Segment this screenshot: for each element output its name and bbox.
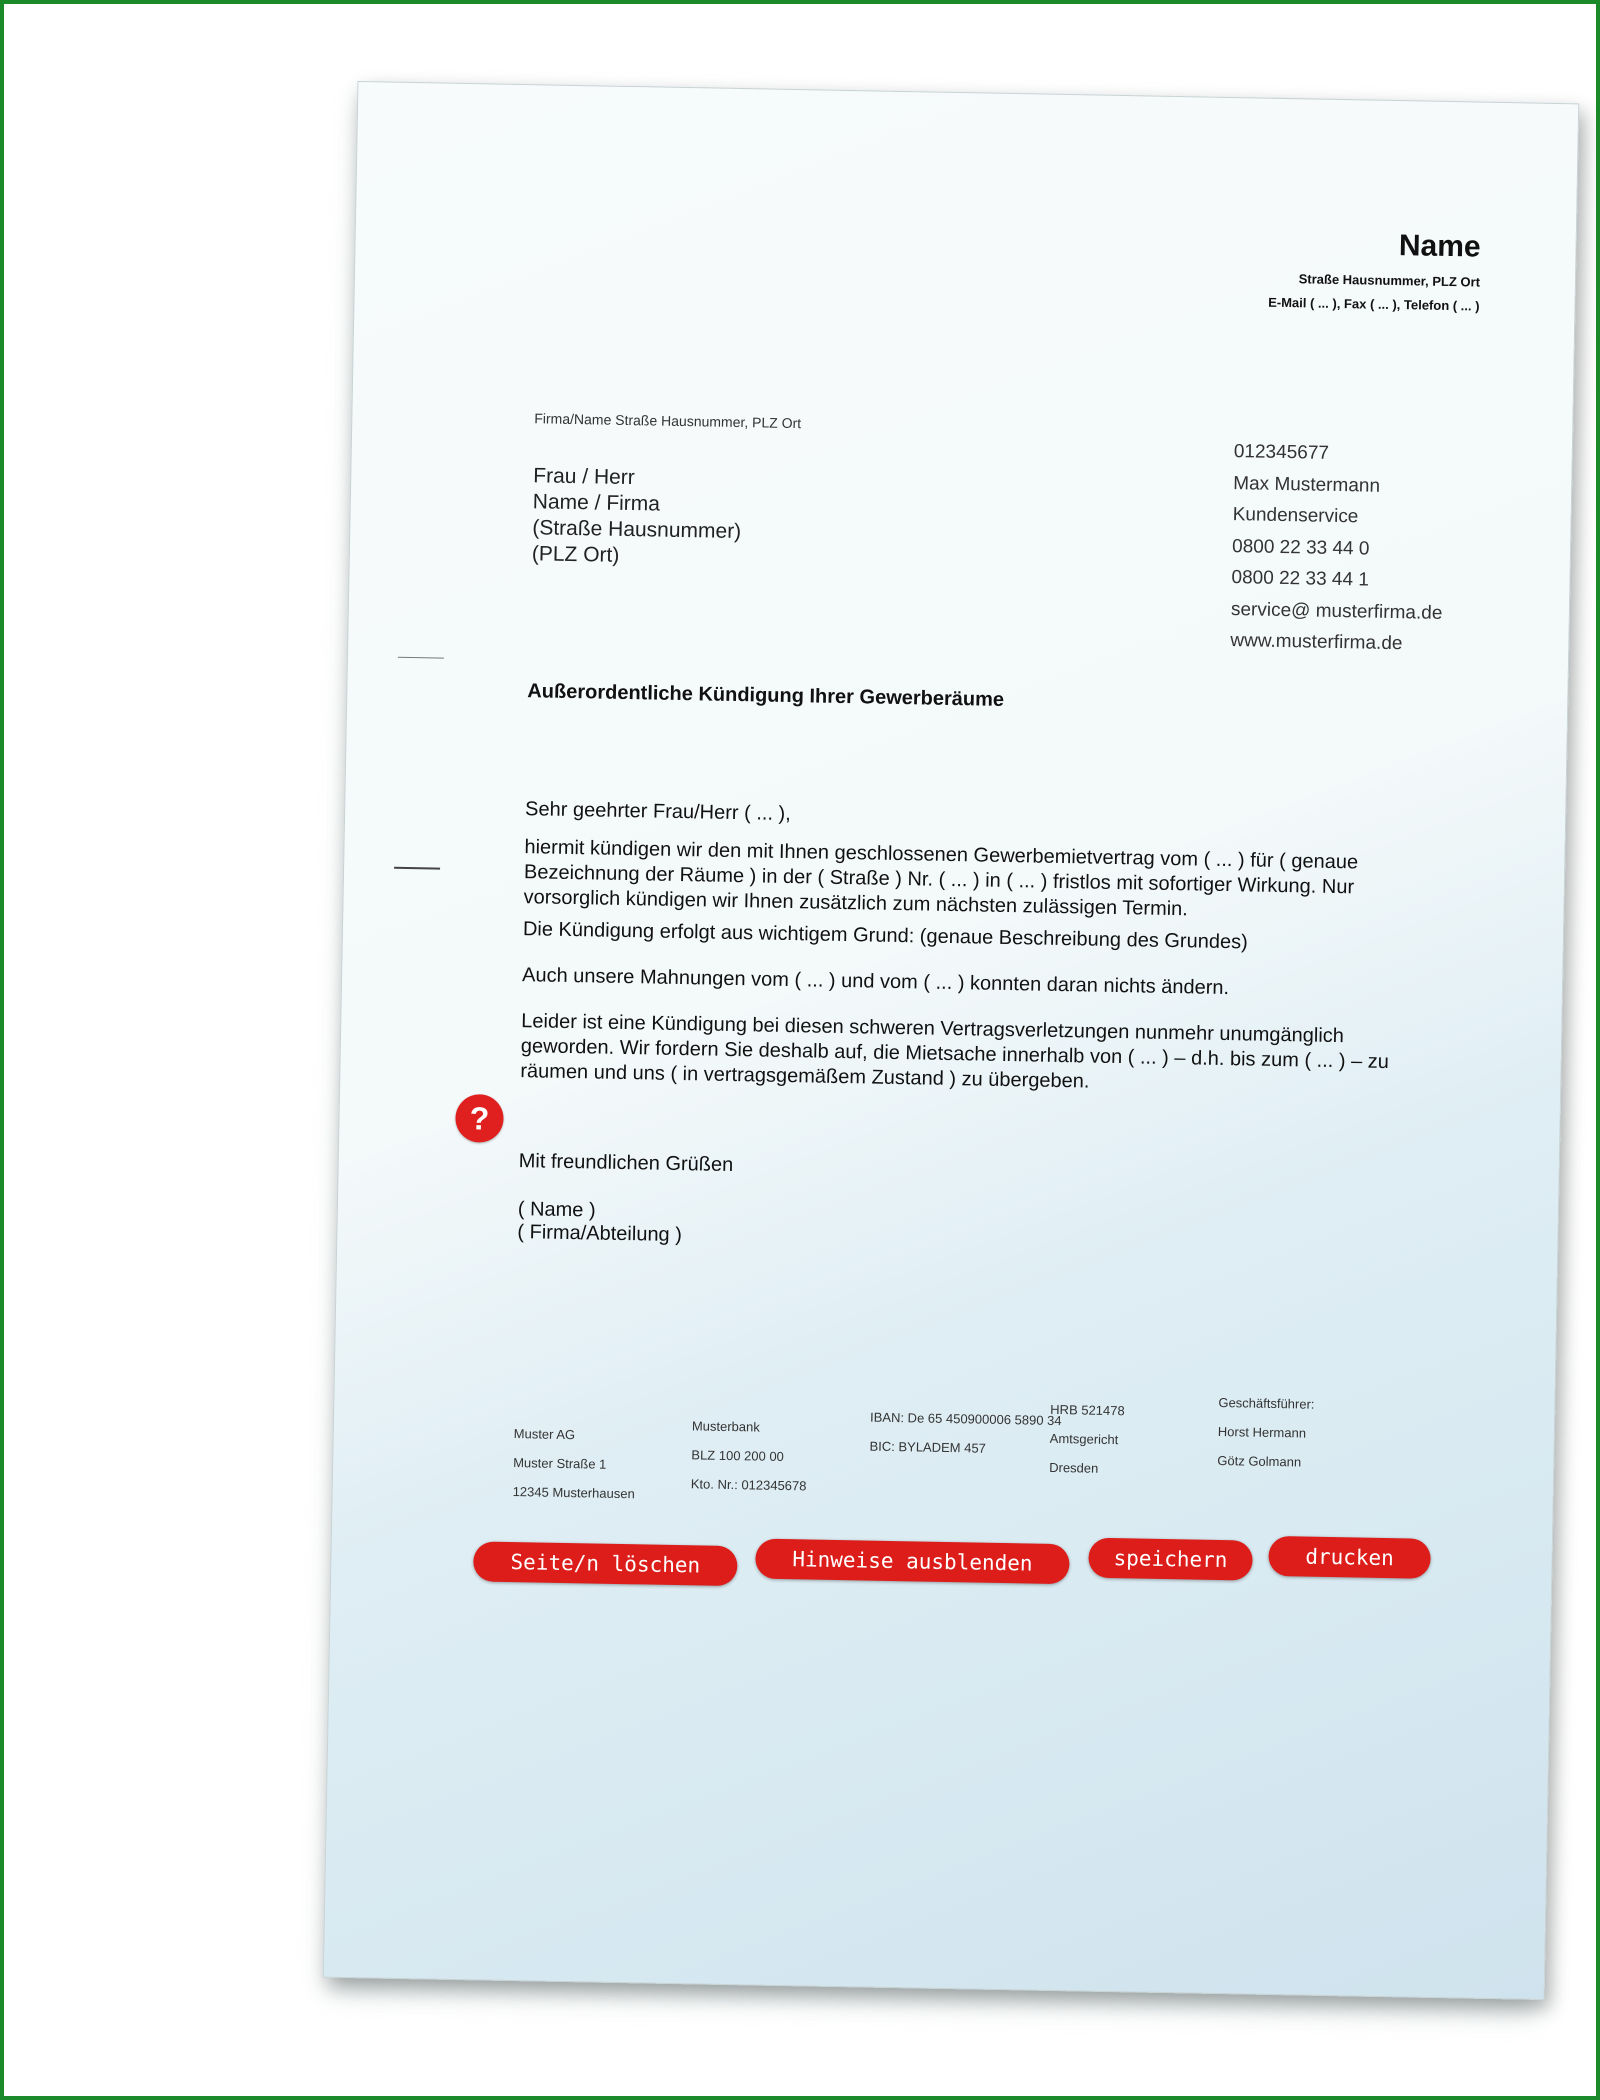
signature-name: ( Name ) — [517, 1198, 596, 1222]
body-paragraph: hiermit kündigen wir den mit Ihnen geschlossenen Gewerbemietvertrag vom ( ... ) für ( genaue Bezeichnung der Räume ) in der ( Straße ) Nr. ( ... ) in ( ... ) fristlos mit sofortiger Wirkung. Nur vorsorglich kündigen wir Ihnen zusätzlich zum nächsten zulässigen Termin. — [523, 836, 1359, 921]
footer-company — [512, 1419, 636, 1508]
footer-line: Horst Hermann — [1217, 1423, 1307, 1441]
delete-pages-button[interactable]: Seite/n löschen — [473, 1541, 738, 1586]
contact-line: 0800 22 33 44 0 — [1231, 535, 1370, 560]
footer-iban — [869, 1403, 1062, 1465]
footer-line: Musterbank — [691, 1418, 760, 1435]
recipient-line: Name / Firma — [532, 490, 661, 516]
salutation: Sehr geehrter Frau/Herr ( ... ), — [524, 798, 791, 826]
closing: Mit freundlichen Grüßen — [518, 1150, 734, 1177]
footer-line: BLZ 100 200 00 — [691, 1447, 785, 1465]
footer-line: Muster AG — [513, 1426, 576, 1443]
contact-block — [1230, 436, 1445, 660]
sender-contact: E-Mail ( ... ), Fax ( ... ), Telefon ( ... ) — [1268, 294, 1480, 314]
contact-line: 0800 22 33 44 1 — [1231, 567, 1370, 591]
footer-line: Dresden — [1049, 1459, 1099, 1476]
recipient-line: Frau / Herr — [533, 464, 635, 490]
fold-mark — [398, 657, 444, 659]
sender-address: Straße Hausnummer, PLZ Ort — [1298, 271, 1481, 290]
signature-department: ( Firma/Abteilung ) — [517, 1221, 683, 1247]
save-button[interactable]: speichern — [1088, 1538, 1253, 1581]
footer-register — [1049, 1395, 1125, 1483]
footer-line: HRB 521478 — [1050, 1401, 1125, 1419]
return-address: Firma/Name Straße Hausnummer, PLZ Ort — [534, 410, 802, 432]
footer-line: Kto. Nr.: 012345678 — [690, 1476, 807, 1494]
footer-line: Götz Golmann — [1217, 1452, 1302, 1470]
footer-line: 12345 Musterhausen — [512, 1484, 635, 1502]
document-page — [323, 81, 1580, 2000]
recipient-line: (Straße Hausnummer) — [532, 516, 742, 544]
body-paragraph: Auch unsere Mahnungen vom ( ... ) und vom ( ... ) konnten daran nichts ändern. — [521, 964, 1230, 1000]
body-paragraph: Leider ist eine Kündigung bei diesen schweren Vertragsverletzungen nunmehr unumgänglich geworden. Wir fordern Sie deshalb auf, die Mietsache innerhalb von ( ... ) – d.h. bis zum ( ... ) – zu räumen und uns ( in vertragsgemäßem Zustand ) zu übergeben. — [520, 1010, 1390, 1093]
footer-line: Muster Straße 1 — [513, 1455, 607, 1472]
print-button[interactable]: drucken — [1268, 1536, 1431, 1579]
question-mark-icon[interactable]: ? — [455, 1094, 504, 1143]
footer-line: Amtsgericht — [1049, 1430, 1119, 1448]
hide-hints-button[interactable]: Hinweise ausblenden — [755, 1539, 1070, 1585]
contact-line: Kundenservice — [1232, 504, 1359, 528]
recipient-address — [532, 463, 743, 571]
contact-line: service@ musterfirma.de — [1230, 598, 1443, 624]
contact-line: 012345677 — [1233, 441, 1330, 464]
footer-line: Geschäftsführer: — [1218, 1394, 1315, 1412]
footer-bank — [691, 1411, 808, 1500]
recipient-line: (PLZ Ort) — [531, 542, 620, 567]
contact-line: www.musterfirma.de — [1230, 630, 1403, 655]
sender-name: Name — [1398, 229, 1481, 264]
punch-mark — [394, 867, 440, 870]
body-paragraph: Die Kündigung erfolgt aus wichtigem Grund: (genaue Beschreibung des Grundes) — [522, 918, 1248, 954]
footer-management — [1217, 1388, 1315, 1477]
contact-line: Max Mustermann — [1233, 472, 1381, 497]
footer-line: BIC: BYLADEM 457 — [869, 1438, 987, 1456]
subject-line: Außerordentliche Kündigung Ihrer Gewerberäume — [527, 680, 1005, 711]
footer-line: IBAN: De 65 450900006 5890 34 — [869, 1409, 1062, 1429]
